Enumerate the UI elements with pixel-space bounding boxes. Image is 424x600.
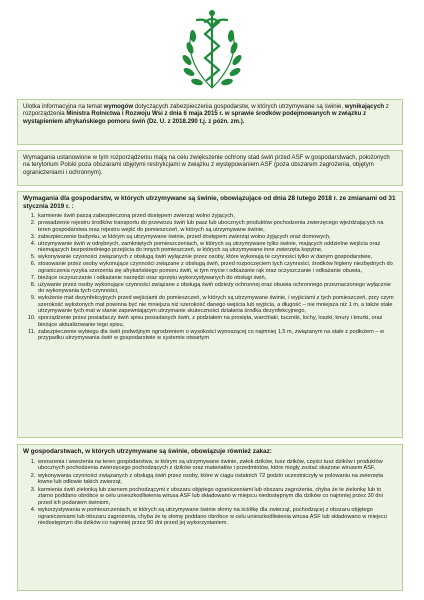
section2-heading: W gospodarstwach, w których utrzymywane są świnie, obowiązuje również zakaz: — [23, 448, 272, 455]
list-item: 5. wykonywanie czynności związanych z obsługą świń wyłącznie przez osoby, które wykonują te czynności tylko w danym gospodarstwie, — [37, 254, 397, 260]
section2-box — [17, 444, 403, 591]
list-item: 2. wykonywania czynności związanych z obsługą świń przez osoby, które w ciągu ostatnich 72 godzin uczestniczyły w polowaniu na zwierzęta łowne lub odłowie takich zwierząt, — [37, 473, 397, 486]
list-item: 4. utrzymywanie świń w odrębnych, zamkniętych pomieszczeniach, w których są utrzymywane tylko świnie, mających oddzielne wejścia oraz niemających bezpośredniego przejścia do innych pomieszczeń, w których są utrzymywane inne zwierzęta kopytne, — [37, 241, 397, 254]
requirements-note-box — [17, 150, 403, 186]
section1-box — [17, 191, 403, 438]
list-item: 4. wykorzystywania w pomieszczeniach, w których są utrzymywane świnie słomy na ściółkę dla zwierząt, pochodzącej z obszaru objętego ograniczeniami lub obszaru zagrożenia, chyba że tę słomę poddano obróbce w celu unieszkodliwienia wirusa ASF lub składowano w miejscu niedostępnym dla dzików co najmniej przez 90 dni przed jej wykorzystaniem. — [37, 507, 397, 526]
list-item: 3. zabezpieczenie budynku, w którym są utrzymywane świnie, przed dostępem zwierząt wolno żyjących oraz domowych, — [37, 234, 397, 240]
list-item: 1. karmienie świń paszą zabezpieczoną przed dostępem zwierząt wolno żyjących, — [37, 213, 397, 219]
list-item: 11. zabezpieczenie wybiegu dla świń podwójnym ogrodzeniem o wysokości wynoszącej co najmniej 1,5 m, związanym na stałe z podłożem – w przypadku utrzymywania świń w gospodarstwie w systemie otwartym — [37, 329, 397, 342]
list-item: 10. sporządzenie przez posiadaczy świń spisu posiadanych świń, z podziałem na prosięta, warchlaki, tuczniki, lochy, loszki, knury i knurki, oraz bieżące aktualizowanie tego spisu, — [37, 315, 397, 328]
intro-text: Ulotka informacyjna na temat wymogów dotyczących zabezpieczenia gospodarstw, w których utrzymywane są świnie, wynikających z rozporządzenia Ministra Rolnictwa i Rozwoju Wsi z dnia 6 maja 2015 r. w sprawie środków podejmowanych w związku z wystąpieniem afrykańskiego pomoru świń (Dz. U. z 2018.290 t.j. z późn. zm.). — [23, 103, 389, 125]
section1-heading: Wymagania dla gospodarstw, w których utrzymywane są świnie, obowiązujące od dnia 28 lutego 2018 r. ze zmianami od 31 stycznia 2019 r. : — [23, 195, 396, 210]
list-item: 6. stosowanie przez osoby wykonujące czynności związane z obsługą świń, przed rozpoczęciem tych czynności, środków higieny niezbędnych do ograniczenia ryzyka szerzenia się afrykańskiego pomoru świń, w tym mycie i odkażanie rąk oraz oczyszczanie i odkażanie obuwia, — [37, 261, 397, 274]
list-item: 2. prowadzenie rejestru środków transportu do przewozu świń lub pasz lub ubocznych produktów pochodzenia zwierzęcego wjeżdżających na teren gospodarstwa oraz rejestru wejść do pomieszczeń, w których są utrzymywane świnie, — [37, 220, 397, 233]
list-item: 9. wyłożenie mat dezynfekcyjnych przed wejściami do pomieszczeń, w których są utrzymywane świnie, i wyjściami z tych pomieszczeń, przy czym szerokość wyłożonych mat powinna być nie mniejsza niż szerokość danego wejścia lub wyjścia, a długość – nie mniejsza niż 1 m, a także stałe utrzymywanie tych mat w stanie zapewniającym utrzymanie skuteczności działania środka dezynfekcyjnego, — [37, 295, 397, 314]
requirements-note: Wymagania ustanowione w tym rozporządzeniu mają na celu zwiększenie ochrony stad świń przed ASF w gospodarstwach, położonych na terytorium Polski poza obszarami objętymi restrykcjami w związku z występowaniem ASF (poza obszarem zagrożenia, objętym ograniczeniami i ochronnym). — [23, 154, 390, 176]
intro-box — [17, 99, 403, 145]
list-item: 7. bieżące oczyszczanie i odkażanie narzędzi oraz sprzętu wykorzystywanych do obsługi świń, — [37, 275, 397, 281]
section1-list — [23, 213, 397, 342]
list-item: 1. wnoszenia i wwożenia na teren gospodarstwa, w którym są utrzymywane świnie, zwłok dzików, tusz dzików, części tusz dzików i produktów ubocznych pochodzenia zwierzęcego pochodzących z dzików oraz materiałów i przedmiotów, które mogły zostać skażone wirusem ASF, — [37, 459, 397, 472]
caduceus-wreath-icon — [177, 6, 247, 92]
section2-list — [23, 459, 397, 527]
list-item: 8. używanie przez osoby wykonujące czynności związane z obsługą świń odzieży ochronnej oraz obuwia ochronnego przeznaczonego wyłącznie do wykonywania tych czynności, — [37, 282, 397, 295]
list-item: 3. karmienia świń zielonką lub ziarnem pochodzącymi z obszaru objętego ograniczeniami lub obszaru zagrożenia, chyba że te zielonkę lub to ziarno poddano obróbce w celu unieszkodliwienia wirusa ASF lub składowano w miejscu niedostępnym dla dzików co najmniej przez 30 dni przed ich podaniem świniom, — [37, 487, 397, 506]
